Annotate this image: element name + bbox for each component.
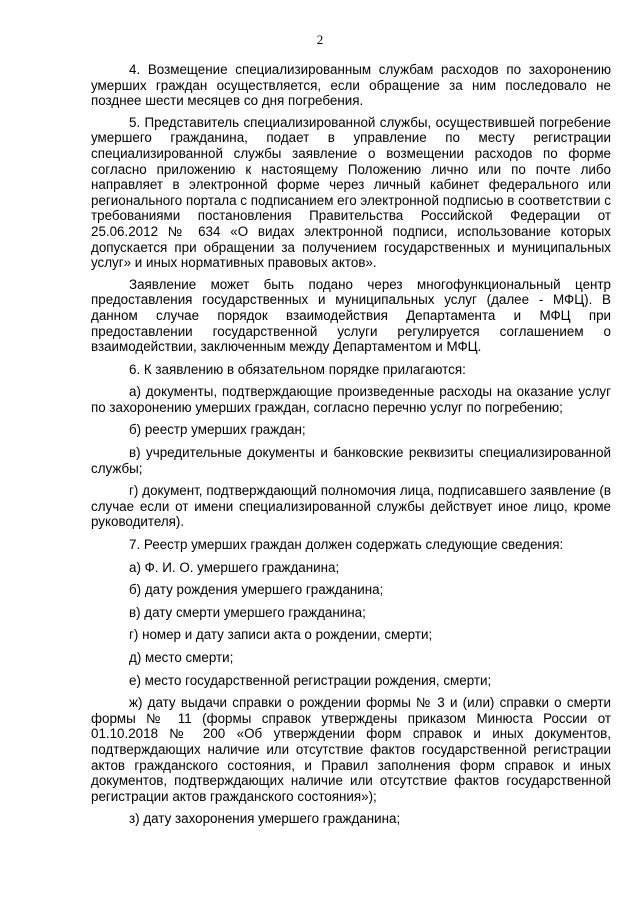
list-item-6b: б) реестр умерших граждан; bbox=[129, 422, 306, 438]
list-item-7z: з) дату захоронения умершего гражданина; bbox=[129, 811, 401, 827]
paragraph-item-6: 6. К заявлению в обязательном порядке прилагаются: bbox=[129, 361, 466, 377]
list-item-7e: е) место государственной регистрации рождения, смерти; bbox=[129, 672, 492, 688]
paragraph-item-7: 7. Реестр умерших граждан должен содержать следующие сведения: bbox=[129, 537, 564, 553]
list-item-6a: а) документы, подтверждающие произведенные расходы на оказание услуг по захоронению умерших граждан, согласно перечню услуг по погребению; bbox=[91, 384, 611, 415]
list-item-7g: г) номер и дату записи акта о рождении, смерти; bbox=[129, 627, 433, 643]
list-item-7zh: ж) дату выдачи справки о рождении формы № 3 и (или) справки о смерти формы № 11 (формы справок утверждены приказом Минюста России от 01.10.2018 № 200 «Об утверждении форм справок и иных документов, подтверждающих наличие или отсутствие фактов государственной регистрации актов гражданского состояния, и Правил заполнения форм справок и иных документов, подтверждающих наличие или отсутствие фактов государственной регистрации актов гражданского состояния»); bbox=[91, 695, 611, 804]
list-item-6g: г) документ, подтверждающий полномочия лица, подписавшего заявление (в случае если от имени специализированной службы действует иное лицо, кроме руководителя). bbox=[91, 483, 611, 530]
list-item-7v: в) дату смерти умершего гражданина; bbox=[129, 604, 366, 620]
paragraph-mfc: Заявление может быть подано через многофункциональный центр предоставления государственных и муниципальных услуг (далее - МФЦ). В данном случае порядок взаимодействия Департамента и МФЦ при предоставлении государственной услуги регулируется соглашением о взаимодействии, заключенным между Департаментом и МФЦ. bbox=[91, 276, 611, 355]
page-number: 2 bbox=[316, 32, 324, 47]
list-item-6v: в) учредительные документы и банковские реквизиты специализированной службы; bbox=[91, 445, 611, 476]
list-item-7b: б) дату рождения умершего гражданина; bbox=[129, 582, 384, 598]
paragraph-item-5: 5. Представитель специализированной службы, осуществившей погребение умершего гражданина, подает в управление по месту регистрации специализированной службы заявление о возмещении расходов по форме согласно приложению к настоящему Положению лично или по почте либо направляет в электронной форме через личный кабинет федерального или регионального портала с подписанием его электронной подписью в соответствии с требованиями постановления Правительства Российской Федерации от 25.06.2012 № 634 «О видах электронной подписи, использование которых допускается при обращении за получением государственных и муниципальных услуг» и иных нормативных правовых актов». bbox=[91, 114, 611, 271]
list-item-7a: а) Ф. И. О. умершего гражданина; bbox=[129, 559, 340, 575]
paragraph-item-4: 4. Возмещение специализированным службам расходов по захоронению умерших граждан осуществляется, если обращение за ним последовало не позднее шести месяцев со дня погребения. bbox=[91, 62, 611, 109]
list-item-7d: д) место смерти; bbox=[129, 650, 234, 665]
document-body bbox=[91, 62, 611, 834]
